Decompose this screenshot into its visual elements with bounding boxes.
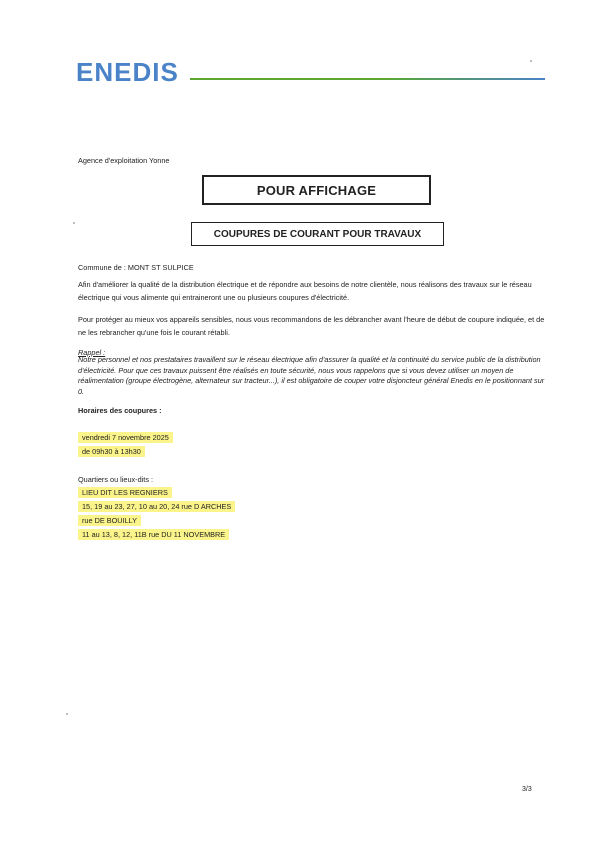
- page-number: 3/3: [522, 786, 532, 793]
- page-title: POUR AFFICHAGE: [202, 175, 431, 205]
- list-item: [78, 514, 548, 527]
- place-text: rue DE BOUILLY: [78, 515, 141, 526]
- commune-line: Commune de : MONT ST SULPICE: [78, 263, 194, 272]
- scan-speck: [530, 60, 532, 62]
- rappel-paragraph: Notre personnel et nos prestataires travaillent sur le réseau électrique afin d'assurer la qualité et la continuité du service public de la distribution d'électricité. Pour que ces travaux puissent être réalisés en toute sécurité, nous vous rappelons que si vous devez utiliser un moyen de réalimentation (groupe électrogène, alternateur sur tracteur...), il est obligatoire de couper votre disjoncteur général Enedis en le positionnant sur 0.: [78, 355, 545, 396]
- outage-date: [78, 431, 548, 444]
- place-text: LIEU DIT LES REGNIERS: [78, 487, 172, 498]
- highlighted-date: vendredi 7 novembre 2025: [78, 432, 173, 443]
- hours-heading: Horaires des coupures :: [78, 406, 162, 415]
- scan-speck: [66, 713, 68, 715]
- list-item: [78, 528, 548, 541]
- logo-divider-line: [190, 78, 545, 80]
- agency-name: Agence d'exploitation Yonne: [78, 156, 170, 165]
- list-item: [78, 486, 548, 499]
- outage-time: [78, 445, 548, 458]
- scan-speck: [73, 222, 75, 224]
- place-text: 15, 19 au 23, 27, 10 au 20, 24 rue D ARCHES: [78, 501, 235, 512]
- intro-paragraph: Afin d'améliorer la qualité de la distribution électrique et de répondre aux besoins de notre clientèle, nous réalisons des travaux sur le réseau électrique qui vous alimente qui entraineront une ou plusieurs coupures d'électricité.: [78, 280, 532, 302]
- places-heading: Quartiers ou lieux-dits :: [78, 475, 154, 484]
- recommendation-paragraph: Pour protéger au mieux vos appareils sensibles, nous vous recommandons de les débrancher avant l'heure de début de coupure indiquée, et de ne les rebrancher qu'une fois le courant rétabli.: [78, 315, 545, 337]
- place-text: 11 au 13, 8, 12, 11B rue DU 11 NOVEMBRE: [78, 529, 229, 540]
- enedis-logo: [76, 58, 184, 86]
- list-item: [78, 500, 548, 513]
- rappel-heading: Rappel :: [78, 348, 106, 357]
- page-subtitle: COUPURES DE COURANT POUR TRAVAUX: [191, 222, 444, 246]
- highlighted-time: de 09h30 à 13h30: [78, 446, 145, 457]
- svg-text:ENEDIS: ENEDIS: [76, 58, 179, 86]
